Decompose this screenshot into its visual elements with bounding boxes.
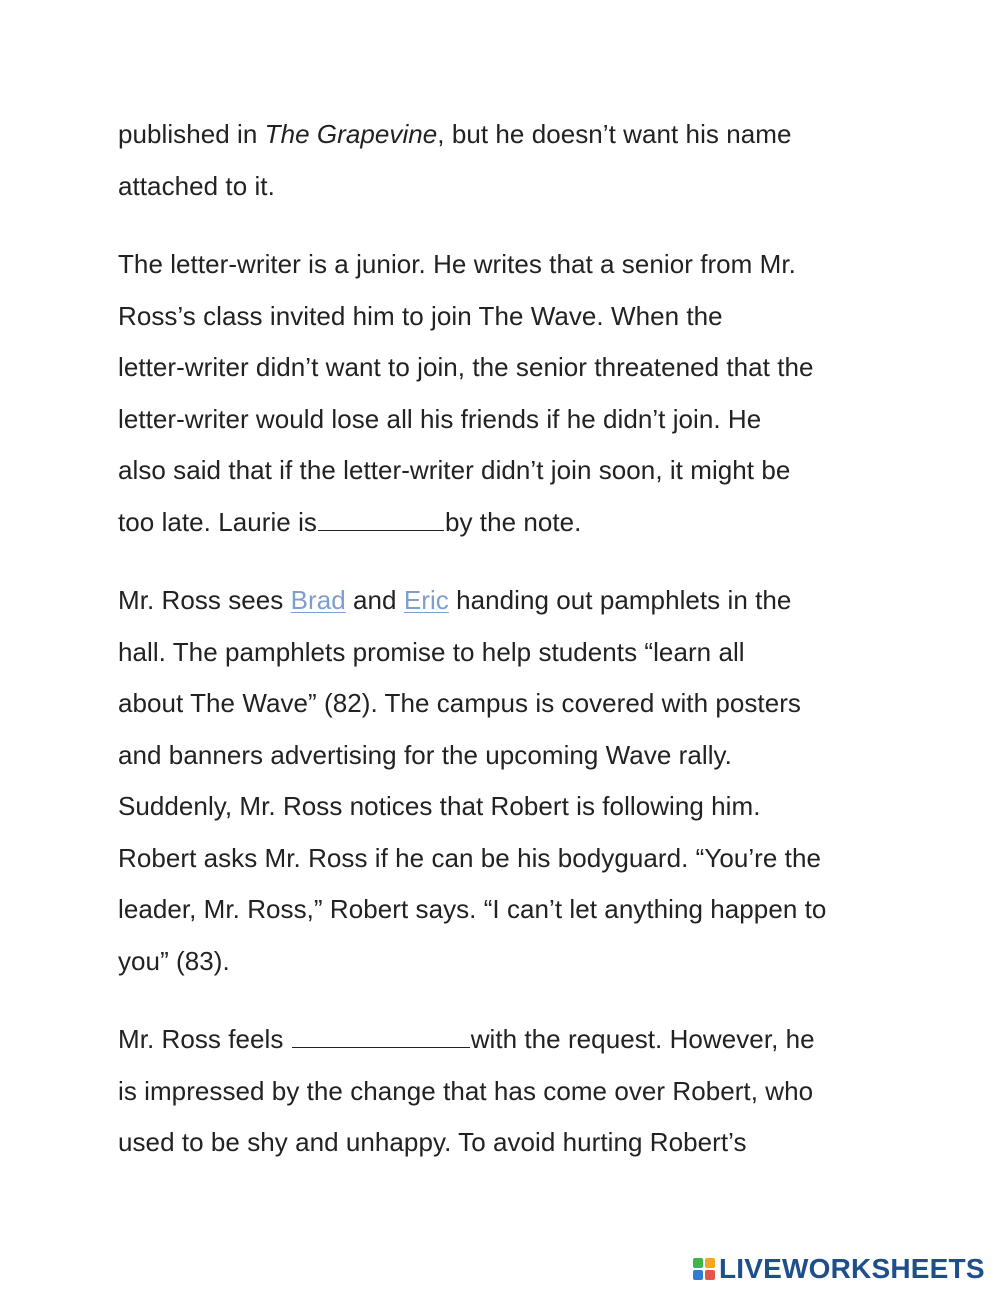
text-segment: with the request. However, he [470, 1024, 815, 1054]
paragraph-2-line-3: letter-writer didn’t want to join, the senior threatened that the [118, 352, 814, 382]
liveworksheets-logo [693, 1252, 985, 1286]
logo-mark-square [705, 1270, 715, 1280]
liveworksheets-logo-text: LIVEWORKSHEETS [719, 1253, 985, 1284]
worksheet-page [118, 109, 918, 1196]
paragraph-3-line-2: hall. The pamphlets promise to help students “learn all [118, 636, 745, 667]
paragraph-1-line-1 [118, 109, 918, 161]
text-segment: Mr. Ross sees [118, 585, 291, 615]
paragraph-1-line-2: attached to it. [118, 170, 275, 201]
fill-in-blank-2[interactable] [292, 1015, 470, 1048]
text-segment: and [345, 585, 404, 615]
paragraph-3-line-3: about The Wave” (82). The campus is covered with posters [118, 688, 801, 718]
logo-mark-square [693, 1258, 703, 1268]
paragraph-4-line-1 [118, 1014, 918, 1066]
paragraph-2-line-4: letter-writer would lose all his friends if he didn’t join. He [118, 403, 762, 434]
paragraph-1 [118, 109, 918, 212]
paragraph-3 [118, 575, 918, 987]
paragraph-3-line-4: and banners advertising for the upcoming Wave rally. [118, 739, 732, 770]
paragraph-3-line-1 [118, 575, 918, 627]
brad-link[interactable]: Brad [290, 585, 346, 615]
paragraph-4-line-3: used to be shy and unhappy. To avoid hurting Robert’s [118, 1127, 747, 1157]
paragraph-2 [118, 239, 918, 548]
fill-in-blank-1[interactable] [318, 498, 444, 531]
paragraph-2-line-5: also said that if the letter-writer didn’t join soon, it might be [118, 455, 791, 485]
publication-title: The Grapevine [264, 119, 438, 149]
paragraph-4-line-2: is impressed by the change that has come over Robert, who [118, 1075, 814, 1106]
paragraph-2-line-6 [118, 497, 918, 549]
text-segment: handing out pamphlets in the [448, 585, 792, 615]
text-segment: too late. Laurie is [118, 506, 317, 537]
logo-mark-square [693, 1270, 703, 1280]
paragraph-4 [118, 1014, 918, 1169]
paragraph-2-line-2: Ross’s class invited him to join The Wave. When the [118, 300, 723, 331]
liveworksheets-logo-icon [693, 1258, 715, 1280]
text-segment: by the note. [444, 506, 582, 537]
paragraph-2-line-1: The letter-writer is a junior. He writes that a senior from Mr. [118, 249, 796, 279]
text-segment: Mr. Ross feels [118, 1024, 291, 1054]
paragraph-3-line-5: Suddenly, Mr. Ross notices that Robert is following him. [118, 791, 761, 821]
text-segment: , but he doesn’t want his name [437, 119, 792, 149]
paragraph-3-line-8: you” (83). [118, 945, 230, 976]
text-segment: published in [118, 119, 265, 149]
paragraph-3-line-7: leader, Mr. Ross,” Robert says. “I can’t let anything happen to [118, 894, 827, 924]
eric-link[interactable]: Eric [403, 585, 449, 615]
logo-mark-square [705, 1258, 715, 1268]
paragraph-3-line-6: Robert asks Mr. Ross if he can be his bodyguard. “You’re the [118, 842, 821, 873]
